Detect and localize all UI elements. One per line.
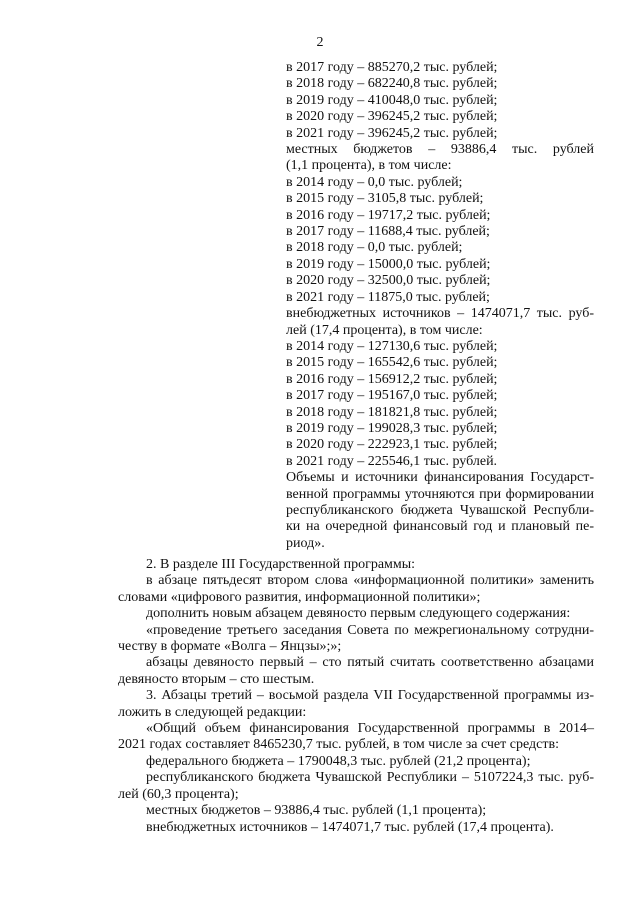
right-column-line: лей (17,4 процента), в том числе: — [286, 322, 483, 338]
right-column-line: республиканского бюджета Чувашской Республи- — [286, 502, 594, 518]
right-column-line: местных бюджетов – 93886,4 тыс. рублей — [286, 142, 594, 158]
right-column-financing-list — [286, 60, 594, 552]
body-line: местных бюджетов – 93886,4 тыс. рублей (1,1 процента); — [146, 803, 487, 819]
right-column-line: в 2021 году – 225546,1 тыс. рублей. — [286, 453, 498, 469]
body-line: «Общий объем финансирования Государственной программы в 2014– — [146, 721, 594, 737]
body-line: внебюджетных источников – 1474071,7 тыс. рублей (17,4 процента). — [146, 819, 554, 835]
right-column-line: в 2018 году – 0,0 тыс. рублей; — [286, 240, 463, 256]
right-column-line: в 2017 году – 885270,2 тыс. рублей; — [286, 60, 498, 75]
right-column-line: в 2019 году – 15000,0 тыс. рублей; — [286, 256, 491, 272]
body-line: в абзаце пятьдесят втором слова «информационной политики» заменить — [146, 573, 594, 589]
right-column-line: в 2018 году – 682240,8 тыс. рублей; — [286, 76, 498, 92]
right-column-line: в 2015 году – 3105,8 тыс. рублей; — [286, 191, 484, 207]
right-column-line: риод». — [286, 535, 325, 551]
right-column-line: венной программы уточняются при формировании — [286, 486, 594, 502]
body-line: дополнить новым абзацем девяносто первым следующего содержания: — [146, 606, 571, 622]
body-line: федерального бюджета – 1790048,3 тыс. рублей (21,2 процента); — [146, 753, 531, 769]
right-column-line: в 2016 году – 156912,2 тыс. рублей; — [286, 371, 498, 387]
body-line: 2021 годах составляет 8465230,7 тыс. рублей, в том числе за счет средств: — [118, 737, 559, 753]
right-column-line: в 2017 году – 11688,4 тыс. рублей; — [286, 224, 490, 240]
right-column-line: в 2020 году – 396245,2 тыс. рублей; — [286, 109, 498, 125]
page-number: 2 — [316, 35, 324, 50]
body-line: девяносто вторым – сто шестым. — [118, 671, 315, 687]
right-column-line: в 2019 году – 199028,3 тыс. рублей; — [286, 420, 498, 436]
right-column-line: в 2017 году – 195167,0 тыс. рублей; — [286, 388, 498, 404]
right-column-line: в 2021 году – 396245,2 тыс. рублей; — [286, 125, 498, 141]
right-column-line: в 2014 году – 127130,6 тыс. рублей; — [286, 338, 498, 354]
right-column-line: ки на очередной финансовый год и плановый пе- — [286, 519, 594, 535]
right-column-line: в 2018 году – 181821,8 тыс. рублей; — [286, 404, 498, 420]
amendments-body — [118, 557, 594, 836]
right-column-line: Объемы и источники финансирования Государст- — [286, 470, 594, 486]
right-column-line: в 2019 году – 410048,0 тыс. рублей; — [286, 92, 498, 108]
body-line: словами «цифрового развития, информационной политики»; — [118, 589, 481, 605]
body-line: 2. В разделе III Государственной программы: — [146, 557, 416, 572]
body-line: республиканского бюджета Чувашской Республики – 5107224,3 тыс. руб- — [146, 770, 594, 786]
body-line: 3. Абзацы третий – восьмой раздела VII Государственной программы из- — [146, 688, 594, 704]
right-column-line: в 2021 году – 11875,0 тыс. рублей; — [286, 289, 490, 305]
body-line: «проведение третьего заседания Совета по межрегиональному сотрудни- — [146, 622, 594, 638]
right-column-line: в 2016 году – 19717,2 тыс. рублей; — [286, 207, 491, 223]
right-column-line: в 2020 году – 222923,1 тыс. рублей; — [286, 437, 498, 453]
body-line: честву в формате «Волга – Янцзы»;»; — [118, 639, 342, 655]
body-line: ложить в следующей редакции: — [118, 704, 307, 720]
right-column-line: внебюджетных источников – 1474071,7 тыс. руб- — [286, 306, 594, 322]
right-column-line: (1,1 процента), в том числе: — [286, 158, 452, 174]
right-column-line: в 2015 году – 165542,6 тыс. рублей; — [286, 355, 498, 371]
right-column-line: в 2014 году – 0,0 тыс. рублей; — [286, 174, 463, 190]
body-line: лей (60,3 процента); — [118, 786, 239, 802]
right-column-line: в 2020 году – 32500,0 тыс. рублей; — [286, 273, 491, 289]
body-line: абзацы девяносто первый – сто пятый считать соответственно абзацами — [146, 655, 594, 671]
